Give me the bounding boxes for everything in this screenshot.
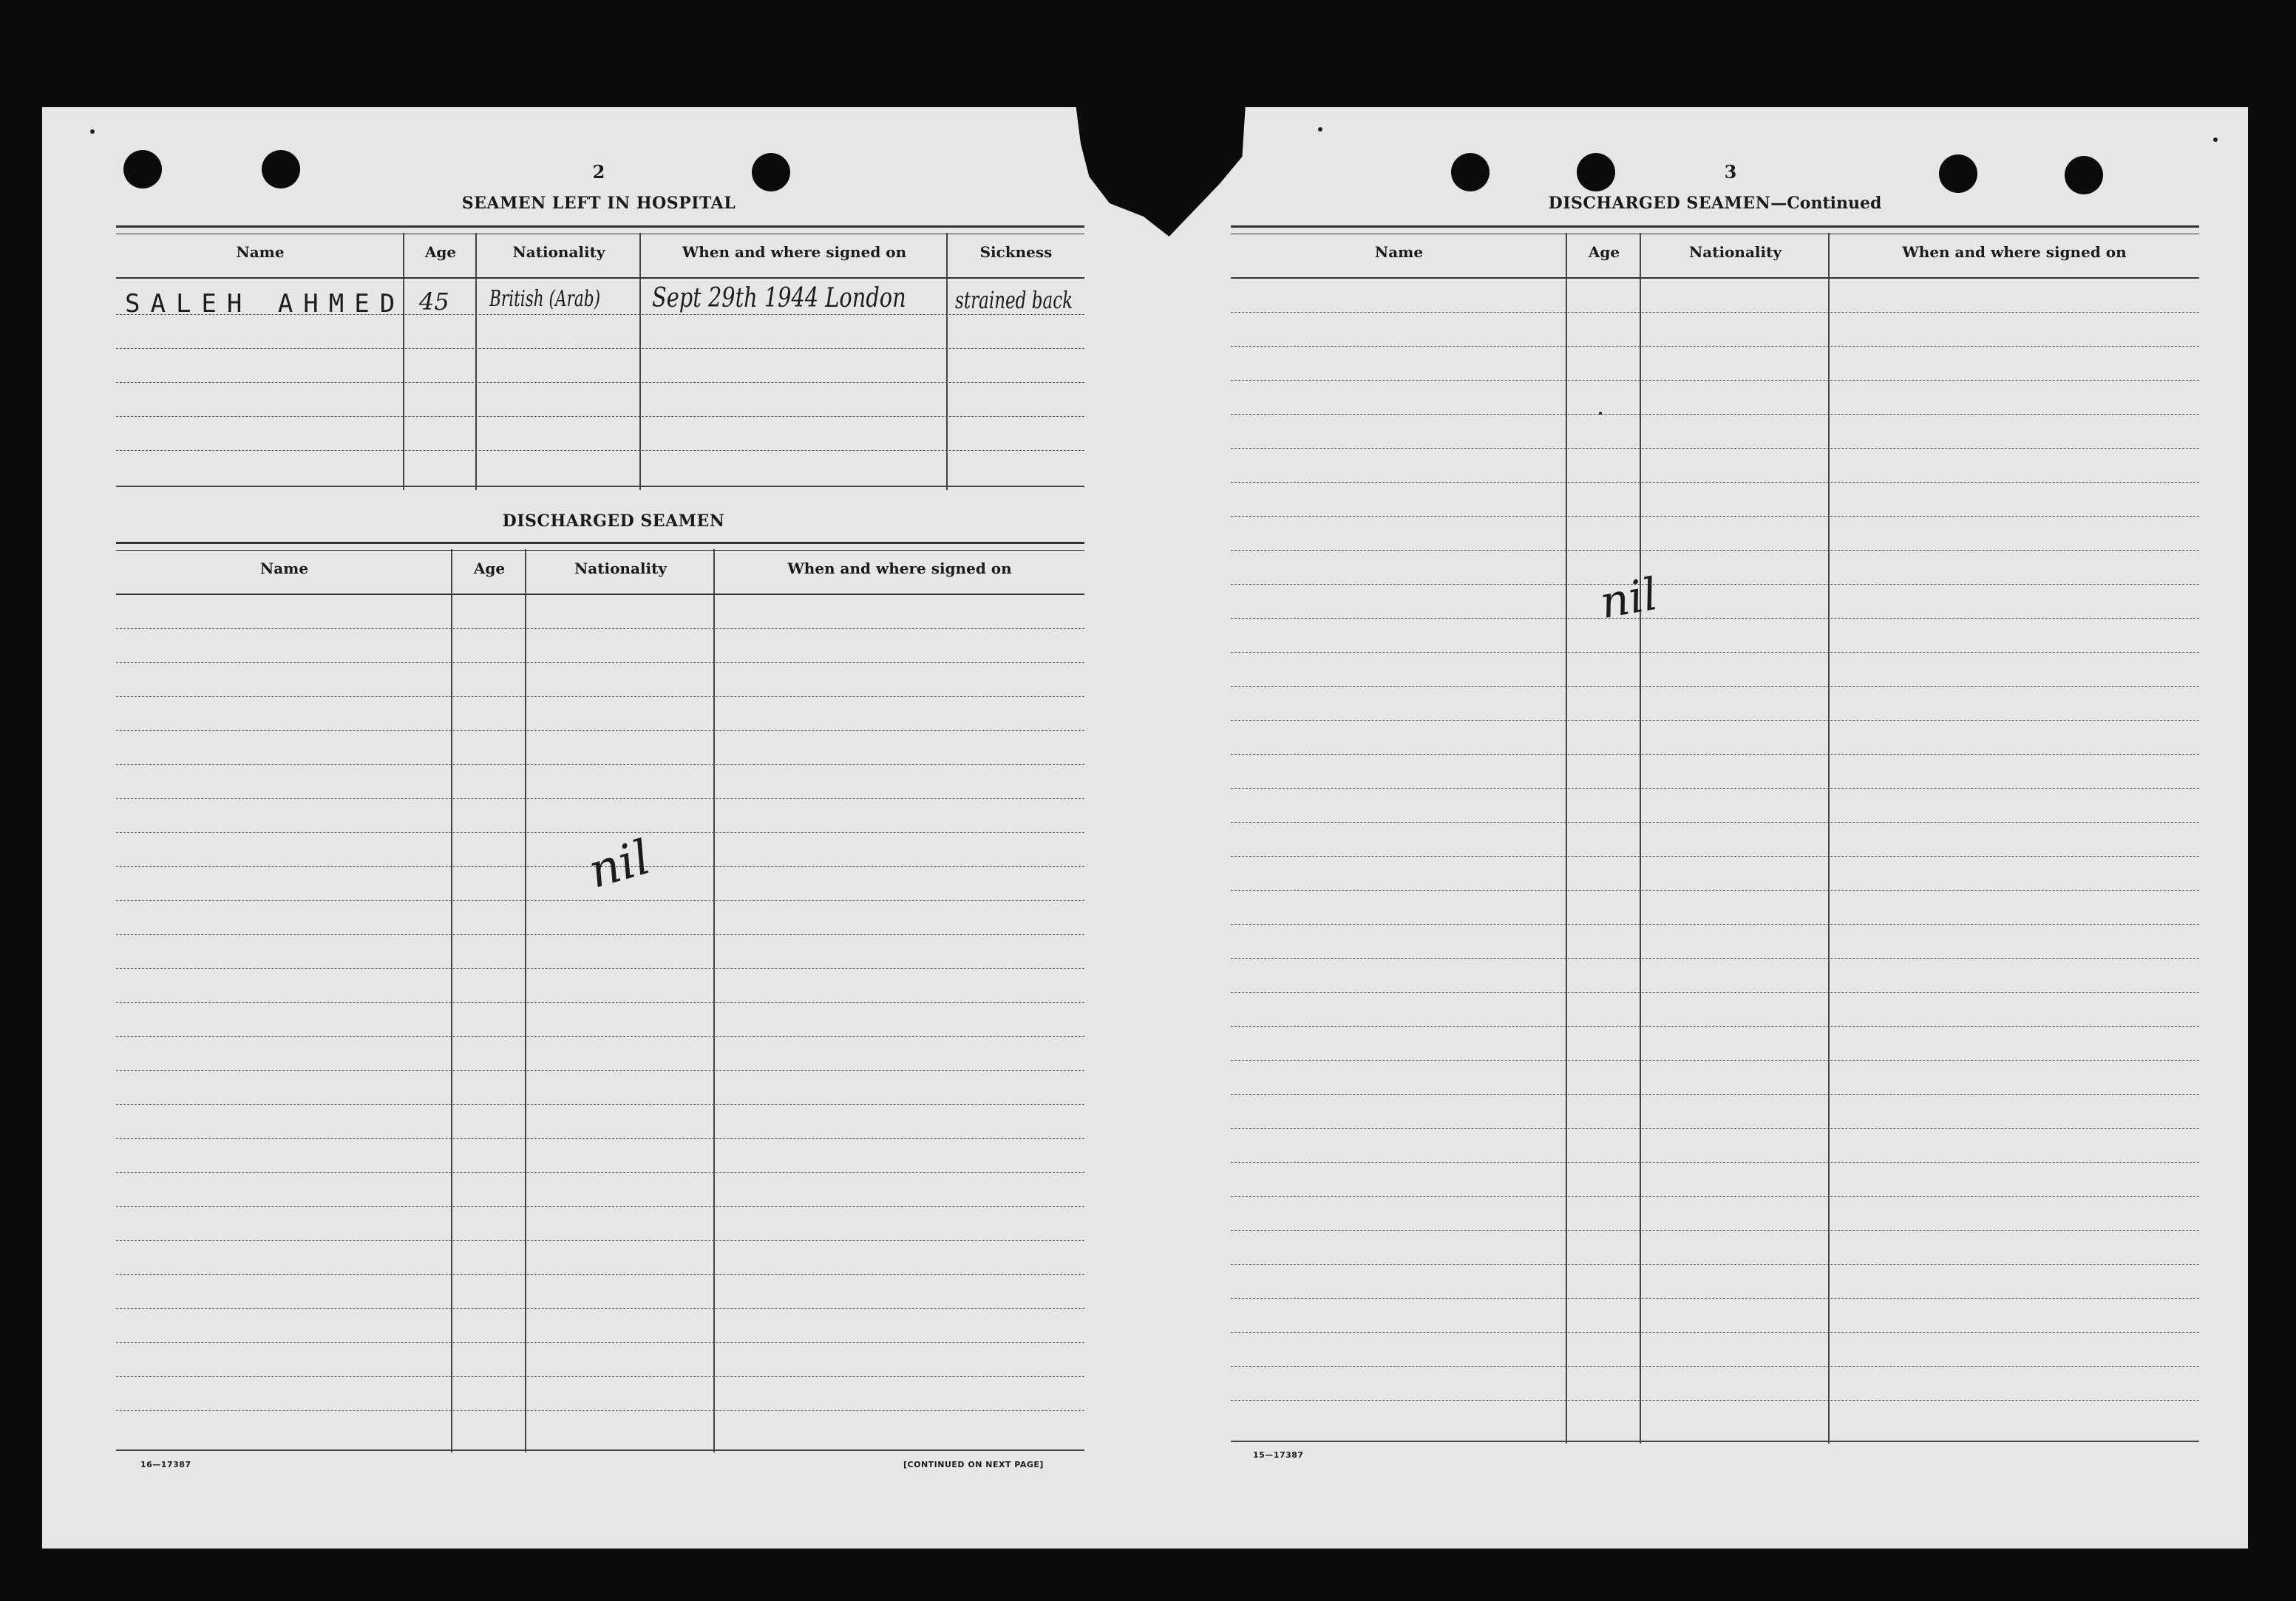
- row-rule: [1231, 1026, 2199, 1027]
- row-rule: [116, 798, 1084, 799]
- entry-signed-on: Sept 29th 1944 London: [652, 283, 906, 313]
- table-bottom-rule: [1231, 1441, 2199, 1442]
- column-divider: [403, 233, 404, 490]
- hospital-table: [116, 225, 1084, 492]
- row-rule: [1231, 448, 2199, 449]
- row-rule: [116, 832, 1084, 833]
- col-header-age: Age: [1588, 243, 1620, 261]
- punch-hole: [1577, 153, 1615, 191]
- row-rule: [1231, 720, 2199, 721]
- footer-continued-note: [CONTINUED ON NEXT PAGE]: [903, 1460, 1044, 1469]
- row-rule: [116, 1240, 1084, 1241]
- row-rule: [1231, 1162, 2199, 1163]
- row-rule: [1231, 1196, 2199, 1197]
- row-rule: [1231, 1264, 2199, 1265]
- row-rule: [116, 662, 1084, 663]
- row-rule: [1231, 788, 2199, 789]
- col-header-age: Age: [424, 243, 457, 261]
- punch-hole: [123, 150, 162, 188]
- page-number-right: 3: [1724, 161, 1737, 183]
- table-top-rule: [1231, 225, 2199, 234]
- row-rule: [116, 730, 1084, 731]
- row-rule: [1231, 958, 2199, 959]
- discharged-continued-table: [1231, 225, 2199, 1444]
- nil-annotation: nil: [583, 830, 656, 900]
- row-rule: [1231, 856, 2199, 857]
- footer-code-left: 16—17387: [140, 1460, 191, 1469]
- right-title-main: DISCHARGED SEAMEN: [1548, 194, 1771, 213]
- header-rule: [1231, 277, 2199, 279]
- col-header-age: Age: [473, 560, 506, 577]
- row-rule: [1231, 584, 2199, 585]
- header-rule: [116, 594, 1084, 595]
- punch-hole: [1939, 154, 1977, 193]
- row-rule: [1231, 1332, 2199, 1333]
- col-header-nationality: Nationality: [512, 243, 605, 261]
- discharged-table: [116, 542, 1084, 1452]
- row-rule: [1231, 1400, 2199, 1401]
- table-top-rule: [116, 225, 1084, 234]
- entry-sickness: strained back: [955, 286, 1073, 314]
- right-section-title: [1486, 194, 1944, 213]
- col-header-signed-on: When and where signed on: [682, 243, 907, 261]
- row-rule: [1231, 312, 2199, 313]
- entry-age: 45: [419, 288, 449, 316]
- row-rule: [116, 1376, 1084, 1377]
- row-rule: [1231, 1366, 2199, 1367]
- row-rule: [116, 416, 1084, 417]
- row-rule: [1231, 380, 2199, 381]
- punch-hole: [1451, 153, 1490, 191]
- row-rule: [1231, 1230, 2199, 1231]
- row-rule: [1231, 482, 2199, 483]
- row-rule: [116, 382, 1084, 383]
- row-rule: [116, 1308, 1084, 1309]
- row-rule: [1231, 924, 2199, 925]
- row-rule: [116, 1036, 1084, 1037]
- row-rule: [1231, 414, 2199, 415]
- row-rule: [116, 628, 1084, 629]
- table-top-rule: [116, 542, 1084, 551]
- punch-hole: [262, 150, 300, 188]
- col-header-signed-on: When and where signed on: [787, 560, 1012, 577]
- col-header-name: Name: [259, 560, 309, 577]
- row-rule: [116, 934, 1084, 935]
- row-rule: [1231, 754, 2199, 755]
- speck: [2213, 137, 2218, 142]
- row-rule: [1231, 686, 2199, 687]
- punch-hole: [2065, 156, 2103, 194]
- row-rule: [116, 1206, 1084, 1207]
- row-rule: [1231, 550, 2199, 551]
- header-rule: [116, 277, 1084, 279]
- column-divider: [946, 233, 948, 490]
- punch-hole: [752, 153, 790, 191]
- row-rule: [1231, 346, 2199, 347]
- speck: [90, 129, 95, 134]
- speck: [1318, 127, 1322, 132]
- discharged-section-title: DISCHARGED SEAMEN: [502, 511, 725, 531]
- footer-code-right: 15—17387: [1253, 1450, 1304, 1460]
- row-rule: [1231, 890, 2199, 891]
- row-rule: [116, 1274, 1084, 1275]
- row-rule: [116, 1002, 1084, 1003]
- hospital-section-title: SEAMEN LEFT IN HOSPITAL: [461, 194, 736, 213]
- row-rule: [116, 696, 1084, 697]
- row-rule: [1231, 618, 2199, 619]
- row-rule: [116, 1410, 1084, 1411]
- column-divider: [639, 233, 641, 490]
- row-rule: [116, 348, 1084, 349]
- column-divider: [451, 549, 452, 1452]
- row-rule: [1231, 822, 2199, 823]
- page-number-left: 2: [592, 161, 605, 183]
- col-header-name: Name: [1374, 243, 1424, 261]
- nil-annotation: nil: [1596, 568, 1662, 630]
- row-rule: [116, 900, 1084, 901]
- table-bottom-rule: [116, 486, 1084, 487]
- row-rule: [116, 1138, 1084, 1139]
- col-header-nationality: Nationality: [1689, 243, 1782, 261]
- row-rule: [1231, 1128, 2199, 1129]
- row-rule: [116, 1070, 1084, 1071]
- col-header-name: Name: [236, 243, 285, 261]
- column-divider: [713, 549, 715, 1452]
- entry-name: SALEH AHMED: [125, 289, 406, 319]
- right-title-continued: —Continued: [1770, 194, 1882, 213]
- row-rule: [116, 968, 1084, 969]
- row-rule: [1231, 652, 2199, 653]
- row-rule: [1231, 992, 2199, 993]
- row-rule: [1231, 1060, 2199, 1061]
- col-header-sickness: Sickness: [979, 243, 1053, 261]
- column-divider: [475, 233, 477, 490]
- col-header-signed-on: When and where signed on: [1902, 243, 2127, 261]
- row-rule: [116, 764, 1084, 765]
- row-rule: [1231, 516, 2199, 517]
- entry-nationality: British (Arab): [489, 286, 601, 312]
- table-bottom-rule: [116, 1449, 1084, 1451]
- row-rule: [116, 1342, 1084, 1343]
- row-rule: [116, 1104, 1084, 1105]
- row-rule: [1231, 1094, 2199, 1095]
- column-divider: [525, 549, 526, 1452]
- row-rule: [1231, 1298, 2199, 1299]
- col-header-nationality: Nationality: [574, 560, 667, 577]
- row-rule: [116, 1172, 1084, 1173]
- row-rule: [116, 450, 1084, 451]
